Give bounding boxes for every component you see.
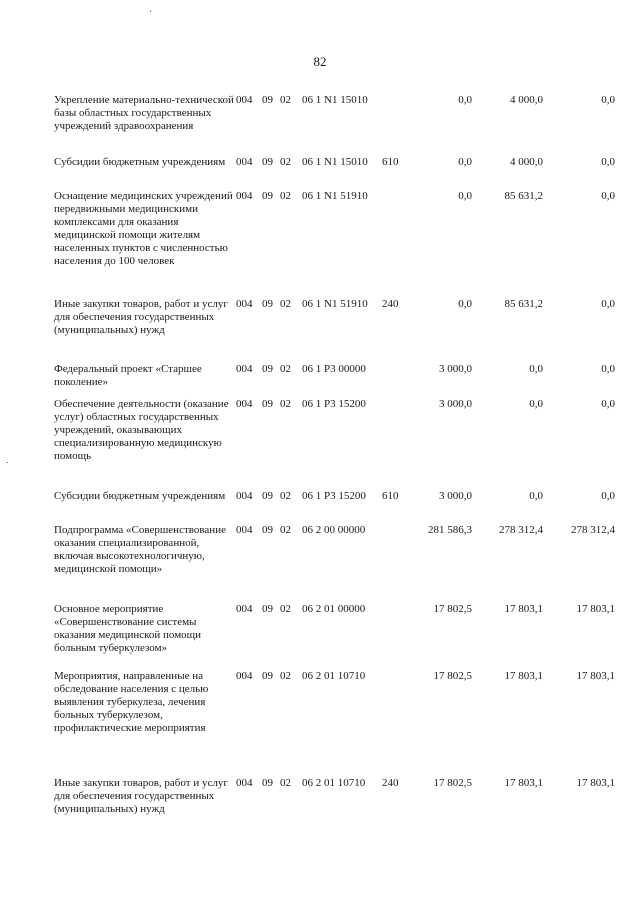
- amount-year-2: 17 803,1: [504, 603, 543, 615]
- amount-year-2: 17 803,1: [504, 777, 543, 789]
- ministry-code: 004: [236, 398, 253, 410]
- subsection-code: 02: [280, 777, 291, 789]
- amount-year-2: 4 000,0: [510, 94, 543, 106]
- section-code: 09: [262, 398, 273, 410]
- target-article-code: 06 2 01 00000: [302, 603, 366, 615]
- amount-year-2: 85 631,2: [504, 298, 543, 310]
- target-article-code: 06 1 P3 00000: [302, 363, 366, 375]
- subsection-code: 02: [280, 670, 291, 682]
- target-article-code: 06 1 N1 51910: [302, 190, 368, 202]
- expense-item-name: Иные закупки товаров, работ и услуг для обеспечения государственных (муниципальных) нужд: [54, 777, 228, 815]
- section-code: 09: [262, 156, 273, 168]
- amount-year-2: 4 000,0: [510, 156, 543, 168]
- target-article-code: 06 1 N1 15010: [302, 156, 368, 168]
- ministry-code: 004: [236, 363, 253, 375]
- expense-type-code: 240: [382, 777, 399, 789]
- target-article-code: 06 2 01 10710: [302, 670, 366, 682]
- amount-year-1: 0,0: [458, 190, 472, 202]
- scan-mark-left: [6, 462, 8, 463]
- amount-year-1: 3 000,0: [439, 490, 472, 502]
- ministry-code: 004: [236, 490, 253, 502]
- subsection-code: 02: [280, 398, 291, 410]
- target-article-code: 06 1 P3 15200: [302, 490, 366, 502]
- subsection-code: 02: [280, 156, 291, 168]
- amount-year-2: 278 312,4: [499, 524, 543, 536]
- section-code: 09: [262, 298, 273, 310]
- amount-year-3: 0,0: [601, 398, 615, 410]
- page-number: 82: [313, 54, 327, 69]
- ministry-code: 004: [236, 94, 253, 106]
- amount-year-3: 17 803,1: [576, 670, 615, 682]
- subsection-code: 02: [280, 490, 291, 502]
- ministry-code: 004: [236, 190, 253, 202]
- expense-type-code: 240: [382, 298, 399, 310]
- amount-year-2: 0,0: [529, 363, 543, 375]
- amount-year-3: 0,0: [601, 490, 615, 502]
- expense-item-name: Основное мероприятие «Совершенствование системы оказания медицинской помощи больным туберкулезом»: [54, 603, 202, 654]
- amount-year-3: 0,0: [601, 94, 615, 106]
- amount-year-1: 3 000,0: [439, 398, 472, 410]
- target-article-code: 06 2 01 10710: [302, 777, 366, 789]
- amount-year-3: 0,0: [601, 298, 615, 310]
- amount-year-2: 0,0: [529, 398, 543, 410]
- subsection-code: 02: [280, 94, 291, 106]
- subsection-code: 02: [280, 363, 291, 375]
- ministry-code: 004: [236, 156, 253, 168]
- section-code: 09: [262, 777, 273, 789]
- amount-year-1: 281 586,3: [428, 524, 472, 536]
- ministry-code: 004: [236, 670, 253, 682]
- subsection-code: 02: [280, 298, 291, 310]
- target-article-code: 06 1 N1 51910: [302, 298, 368, 310]
- expense-item-name: Федеральный проект «Старшее поколение»: [54, 363, 202, 388]
- expense-item-name: Укрепление материально-технической базы областных государственных учреждений здравоохранения: [54, 94, 234, 132]
- amount-year-1: 0,0: [458, 94, 472, 106]
- expense-item-name: Оснащение медицинских учреждений передвижными медицинскими комплексами для оказания медицинской помощи жителям населенных пунктов с численностью населения до 100 человек: [54, 190, 233, 267]
- section-code: 09: [262, 524, 273, 536]
- amount-year-1: 0,0: [458, 298, 472, 310]
- section-code: 09: [262, 670, 273, 682]
- subsection-code: 02: [280, 190, 291, 202]
- section-code: 09: [262, 94, 273, 106]
- target-article-code: 06 1 N1 15010: [302, 94, 368, 106]
- amount-year-3: 17 803,1: [576, 603, 615, 615]
- amount-year-3: 17 803,1: [576, 777, 615, 789]
- subsection-code: 02: [280, 524, 291, 536]
- expense-type-code: 610: [382, 156, 399, 168]
- amount-year-1: 3 000,0: [439, 363, 472, 375]
- scan-mark-top: [150, 10, 151, 12]
- section-code: 09: [262, 190, 273, 202]
- ministry-code: 004: [236, 603, 253, 615]
- amount-year-2: 0,0: [529, 490, 543, 502]
- ministry-code: 004: [236, 777, 253, 789]
- expense-type-code: 610: [382, 490, 399, 502]
- ministry-code: 004: [236, 524, 253, 536]
- amount-year-1: 17 802,5: [433, 777, 472, 789]
- section-code: 09: [262, 490, 273, 502]
- amount-year-2: 85 631,2: [504, 190, 543, 202]
- section-code: 09: [262, 603, 273, 615]
- expense-item-name: Субсидии бюджетным учреждениям: [54, 490, 226, 502]
- ministry-code: 004: [236, 298, 253, 310]
- expense-item-name: Обеспечение деятельности (оказание услуг) областных государственных учреждений, оказывающих специализированную медицинскую помощь: [54, 398, 229, 462]
- amount-year-1: 17 802,5: [433, 603, 472, 615]
- expense-item-name: Подпрограмма «Совершенствование оказания специализированной, включая высокотехнологичную, медицинской помощи»: [54, 524, 226, 575]
- expense-item-name: Субсидии бюджетным учреждениям: [54, 156, 226, 168]
- subsection-code: 02: [280, 603, 291, 615]
- amount-year-1: 17 802,5: [433, 670, 472, 682]
- expense-item-name: Мероприятия, направленные на обследование населения с целью выявления туберкулеза, лечения больных туберкулезом, профилактические мероприятия: [54, 670, 209, 734]
- amount-year-2: 17 803,1: [504, 670, 543, 682]
- amount-year-3: 0,0: [601, 156, 615, 168]
- amount-year-3: 0,0: [601, 363, 615, 375]
- expense-item-name: Иные закупки товаров, работ и услуг для обеспечения государственных (муниципальных) нужд: [54, 298, 228, 336]
- amount-year-3: 278 312,4: [571, 524, 615, 536]
- amount-year-3: 0,0: [601, 190, 615, 202]
- target-article-code: 06 2 00 00000: [302, 524, 366, 536]
- section-code: 09: [262, 363, 273, 375]
- amount-year-1: 0,0: [458, 156, 472, 168]
- target-article-code: 06 1 P3 15200: [302, 398, 366, 410]
